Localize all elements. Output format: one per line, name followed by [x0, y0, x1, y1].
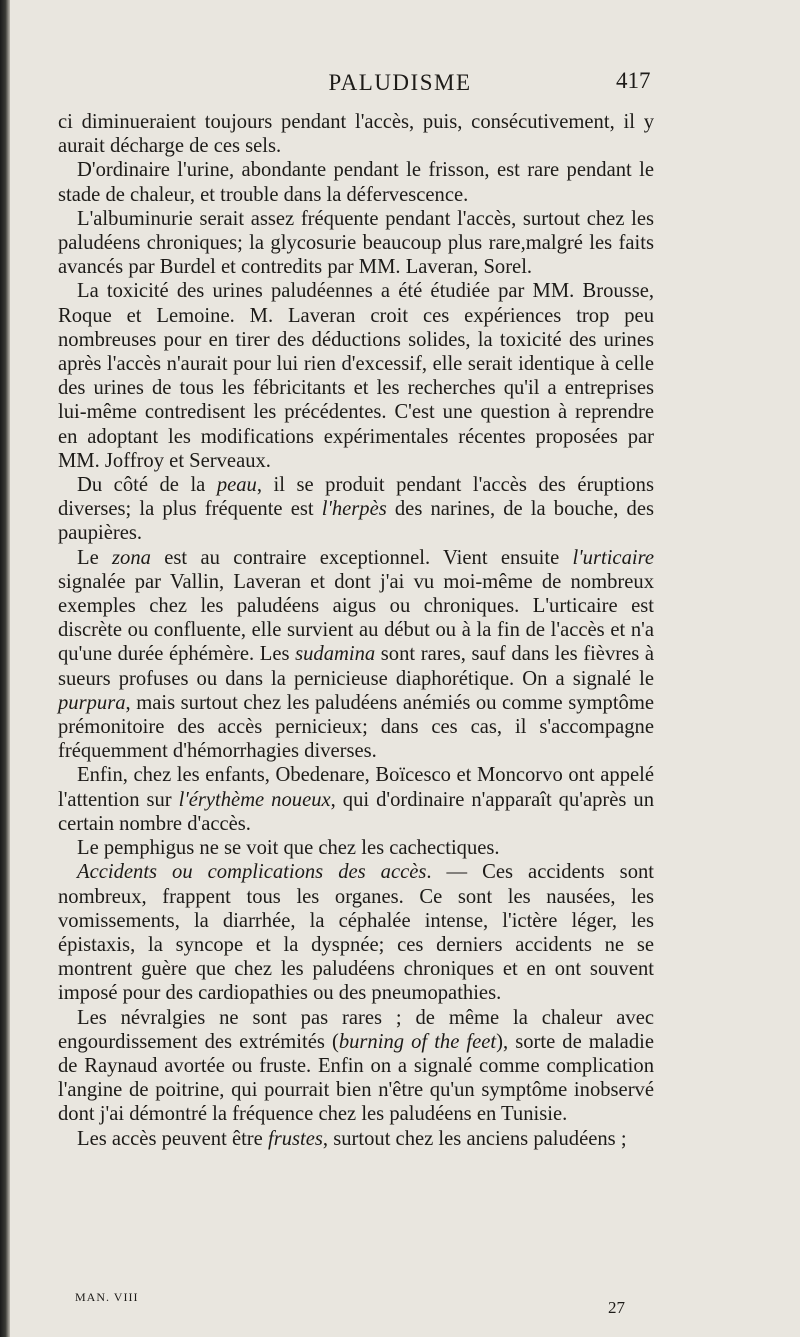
paragraph [58, 207, 654, 280]
text-run: est au contraire exceptionnel. Vient ensuite [150, 546, 573, 569]
paragraph [58, 110, 654, 158]
italic-term: l'urticaire [572, 546, 654, 569]
paragraph [58, 546, 654, 764]
page-footer [0, 1288, 800, 1318]
italic-term: peau [216, 474, 257, 497]
italic-term: sudamina [295, 643, 376, 666]
text-run: La toxicité des urines paludéennes a été étudiée par MM. Brousse, Roque et Lemoine. M. Laveran croit ces expériences trop peu nombreuses pour en tirer des déductions solides, la toxicité des urines après l'accès n'aurait pour lui rien d'excessif, elle serait identique à celle des urines de tous les fébricitants et les recherches qu'il a entreprises lui-même contredisent les précédentes. C'est une question à reprendre en adoptant les modifications expérimentales récentes proposées par MM. Joffroy et Serveaux. [58, 280, 654, 472]
text-run: L'albuminurie serait assez fréquente pendant l'accès, surtout chez les paludéens chroniques; la glycosurie beaucoup plus rare,malgré les faits avancés par Burdel et contredits par MM. Laveran, Sorel. [58, 207, 654, 279]
text-run: Le [77, 546, 113, 569]
paragraph [58, 158, 654, 206]
text-run: Le pemphigus ne se voit que chez les cachectiques. [77, 837, 500, 860]
text-run: ci diminueraient toujours pendant l'accès, puis, consécutivement, il y aurait décharge de ces sels. [58, 111, 654, 158]
paragraph [58, 279, 654, 473]
text-run: , surtout chez les anciens paludéens ; [322, 1127, 627, 1150]
italic-term: frustes [267, 1127, 323, 1150]
text-run: ), sorte de maladie de Raynaud avortée ou fruste. Enfin on a signalé comme complication l'angine de poitrine, qui pourrait bien n'être qu'un symptôme inobservé dont j'ai démontré la fréquence chez les paludéens en Tunisie. [58, 1030, 654, 1126]
paragraph [58, 1127, 654, 1151]
text-run: signalée par Vallin, Laveran et dont j'ai vu moi-même de nombreux exemples chez les paludéens aigus ou chroniques. L'urticaire est discrète ou confluente, elle survient au début ou à la fin de l'accès et n'a qu'une durée éphémère. Les [58, 570, 654, 666]
printer-signature-mark: MAN. VIII [75, 1290, 139, 1304]
text-run: , mais surtout chez les paludéens anémiés ou comme symptôme prémonitoire des accès pernicieux; dans ces cas, il s'accompagne fréquemment d'hémorrhagies diverses. [58, 691, 654, 763]
book-binding-edge [0, 0, 10, 1337]
paragraph [58, 836, 654, 860]
paragraph [58, 860, 654, 1005]
paragraph [58, 763, 654, 836]
page-header [0, 68, 800, 108]
italic-term: l'herpès [321, 498, 387, 521]
paragraph [58, 1006, 654, 1127]
page-number: 417 [616, 68, 651, 93]
text-run: , qui d'ordinaire n'apparaît qu'après un certain nombre d'accès. [58, 788, 654, 835]
text-run: Les accès peuvent être [77, 1127, 268, 1150]
text-run: D'ordinaire l'urine, abondante pendant le frisson, est rare pendant le stade de chaleur, et trouble dans la défervescence. [58, 159, 654, 206]
italic-term: burning of the feet [338, 1030, 497, 1053]
text-run: des narines, de la bouche, des paupières. [58, 498, 655, 545]
text-run: sont rares, sauf dans les fièvres à sueurs profuses ou dans la pernicieuse diaphorétique. On a signalé le [58, 643, 654, 690]
italic-term: purpura [58, 691, 126, 714]
italic-term: zona [112, 546, 151, 569]
paragraph [58, 473, 654, 546]
italic-term: l'érythème noueux [178, 788, 331, 811]
text-run: . — Ces accidents sont nombreux, frappent tous les organes. Ce sont les nausées, les vomissements, la diarrhée, la céphalée intense, l'ictère léger, les épistaxis, la syncope et la dyspnée; ces derniers accidents ne se montrent guère que chez les paludéens chroniques et en ont souvent imposé pour des cardiopathies ou des pneumopathies. [58, 861, 655, 1005]
signature-number: 27 [608, 1298, 625, 1317]
italic-term: Accidents ou complications des accès [77, 861, 427, 884]
text-run: Enfin, chez les enfants, Obedenare, Boïcesco et Moncorvo ont appelé l'attention sur [58, 764, 654, 811]
text-run: , il se produit pendant l'accès des éruptions diverses; la plus fréquente est [58, 474, 654, 521]
text-run: Les névralgies ne sont pas rares ; de même la chaleur avec engourdissement des extrémités ( [58, 1006, 654, 1053]
running-title: PALUDISME [328, 70, 472, 95]
body-text [58, 110, 654, 1151]
text-run: Du côté de la [77, 474, 217, 497]
